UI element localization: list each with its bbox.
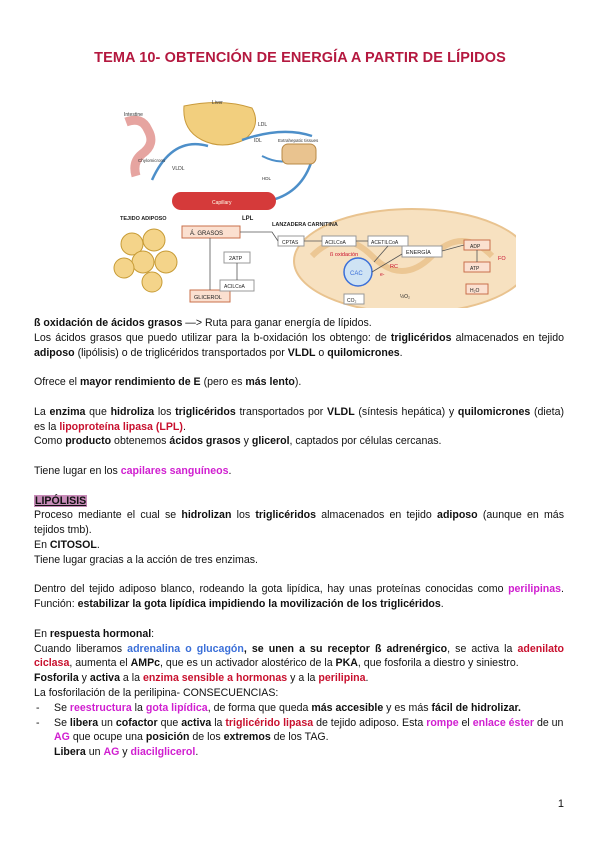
text-run: triglicérido lipasa bbox=[225, 716, 314, 729]
intestine-label: Intestine bbox=[124, 112, 143, 118]
text-run: adiposo bbox=[34, 346, 75, 359]
text-run: quilomicrones bbox=[457, 405, 531, 418]
text-run: . bbox=[228, 464, 232, 477]
text-run: almacenados en tejido bbox=[316, 509, 438, 522]
text-run: . bbox=[195, 746, 199, 759]
paragraph bbox=[34, 494, 564, 509]
text-run: . bbox=[96, 538, 100, 551]
text-run: (dieta) es la bbox=[34, 405, 565, 433]
text-run: que bbox=[85, 405, 111, 418]
text-run: Proceso mediante el cual se bbox=[34, 509, 182, 522]
text-run: que ocupe una bbox=[69, 731, 146, 744]
text-run: . bbox=[365, 672, 369, 685]
text-run: (aunque en más tejidos tmb). bbox=[34, 509, 564, 537]
text-run: Fosforila bbox=[34, 672, 79, 685]
text-run: ß oxidación de ácidos grasos bbox=[34, 317, 183, 329]
document-body bbox=[34, 316, 564, 760]
text-run: , captados por células cercanas. bbox=[289, 435, 442, 448]
text-run: diacilglicerol bbox=[130, 746, 196, 759]
text-run: AMPc bbox=[130, 657, 161, 670]
text-run: posición bbox=[145, 731, 190, 744]
paragraph bbox=[34, 671, 564, 686]
text-run: glicerol bbox=[251, 435, 290, 448]
text-run: lipoproteína lipasa (LPL) bbox=[59, 420, 183, 433]
document-title: TEMA 10- OBTENCIÓN DE ENERGÍA A PARTIR DE LÍPIDOS bbox=[94, 50, 506, 66]
text-run: Libera bbox=[54, 746, 86, 759]
text-run: almacenados en tejido bbox=[451, 331, 564, 344]
text-run: de los bbox=[189, 731, 224, 744]
list-item bbox=[34, 716, 564, 746]
text-run: adiposo bbox=[437, 509, 478, 522]
text-run: capilares sanguíneos bbox=[120, 464, 229, 477]
acidos-grasos-label: Á. GRASOS bbox=[190, 231, 224, 237]
text-run: los bbox=[231, 509, 256, 522]
text-run: (pero es bbox=[200, 376, 246, 389]
text-run: VLDL bbox=[287, 346, 316, 359]
list-item bbox=[34, 701, 564, 716]
co2-label: CO₂ bbox=[347, 298, 357, 304]
text-run: La bbox=[34, 405, 50, 418]
text-run: que bbox=[157, 716, 182, 729]
text-run: : bbox=[151, 627, 155, 640]
consequences-list bbox=[34, 701, 564, 745]
text-run: y bbox=[78, 672, 90, 685]
section-heading-lipolisis: LIPÓLISIS bbox=[35, 494, 87, 507]
text-run: triglicéridos bbox=[175, 405, 236, 418]
acilcoa-label: ACILCoA bbox=[325, 240, 346, 246]
text-run: o bbox=[315, 346, 328, 359]
text-run: los bbox=[154, 405, 176, 418]
text-run: , que fosforila a diestro y siniestro. bbox=[357, 657, 519, 670]
extrahepatic-label: Extrahepatic tissues bbox=[278, 138, 319, 143]
text-run: libera bbox=[69, 716, 99, 729]
paragraph: La fosforilación de la perilipina- CONSECUENCIAS: bbox=[34, 686, 279, 699]
intestine-shape bbox=[126, 120, 151, 176]
text-run: mayor rendimiento de E bbox=[79, 376, 201, 389]
text-run: hidrolizan bbox=[181, 509, 232, 522]
text-run: Se bbox=[54, 716, 70, 729]
text-run: (síntesis hepática) y bbox=[354, 405, 458, 418]
hdl-label: HDL bbox=[262, 176, 272, 181]
text-run: , aumenta el bbox=[69, 657, 131, 670]
text-run: de tejido adiposo. Esta bbox=[313, 716, 427, 729]
text-run: Cuando liberamos bbox=[34, 642, 128, 655]
text-run: quilomicrones bbox=[327, 346, 400, 359]
acilcoa-low-label: ACILCoA bbox=[224, 284, 245, 290]
atp-label: ATP bbox=[470, 266, 480, 272]
paragraph bbox=[34, 642, 564, 672]
extrahepatic-tissue-shape bbox=[282, 144, 316, 164]
text-run: adenilato ciclasa bbox=[34, 642, 564, 670]
text-run: fácil de hidrolizar. bbox=[431, 701, 521, 714]
text-run: enzima bbox=[49, 405, 86, 418]
fo-label: FO bbox=[498, 256, 506, 262]
tejido-adiposo-label: TEJIDO ADIPOSO bbox=[120, 216, 167, 222]
glicerol-label: GLICEROL bbox=[194, 295, 222, 301]
lpl-label: LPL bbox=[242, 216, 254, 222]
paragraph bbox=[34, 375, 564, 390]
text-run: perilipinas bbox=[508, 583, 562, 596]
text-run: un bbox=[85, 746, 104, 759]
text-run: En bbox=[34, 627, 50, 640]
paragraph bbox=[34, 508, 564, 538]
text-run: gota lipídica bbox=[145, 701, 208, 714]
text-run: , que es un activador alostérico de la bbox=[160, 657, 336, 670]
text-run: triglicéridos bbox=[255, 509, 317, 522]
text-run: —> Ruta para ganar energía de lípidos. bbox=[182, 317, 372, 329]
adipocytes bbox=[114, 229, 177, 292]
text-run: estabilizar la gota lipídica impidiendo la movilización de los triglicéridos bbox=[77, 598, 441, 611]
text-run: la bbox=[131, 701, 146, 714]
text-run: Los ácidos grasos que puedo utilizar para la b-oxidación los obtengo: de bbox=[34, 331, 391, 344]
text-run: . bbox=[399, 346, 403, 359]
text-run: un bbox=[98, 716, 116, 729]
text-run: la bbox=[211, 716, 226, 729]
text-run: Tiene lugar en los bbox=[34, 464, 121, 477]
capillary-label: Capillary bbox=[212, 200, 232, 206]
text-run: En bbox=[34, 538, 50, 551]
text-run: Ofrece el bbox=[34, 376, 80, 389]
text-run: CITOSOL bbox=[49, 538, 97, 551]
text-run: , de forma que queda bbox=[207, 701, 312, 714]
text-run: perilipina bbox=[318, 672, 366, 685]
text-run: , se activa la bbox=[447, 642, 518, 655]
text-run: , se unen a su bbox=[243, 642, 328, 655]
text-run: obtenemos bbox=[111, 435, 170, 448]
text-run: el bbox=[458, 716, 473, 729]
paragraph bbox=[34, 464, 564, 479]
text-run: y es más bbox=[383, 701, 432, 714]
text-run: y bbox=[240, 435, 252, 448]
text-run: de un bbox=[534, 716, 564, 729]
text-run: respuesta hormonal bbox=[49, 627, 152, 640]
text-run: . bbox=[440, 598, 444, 611]
text-run: cofactor bbox=[115, 716, 158, 729]
text-run: hidroliza bbox=[110, 405, 155, 418]
text-run: . bbox=[182, 420, 186, 433]
text-run: AG bbox=[54, 731, 70, 744]
text-run: receptor ß adrenérgico bbox=[327, 642, 448, 655]
text-run: . Función: bbox=[34, 583, 564, 611]
text-run: PKA bbox=[335, 657, 358, 670]
paragraph bbox=[34, 745, 564, 760]
text-run: transportados por bbox=[235, 405, 327, 418]
cac-label: CAC bbox=[350, 271, 363, 277]
paragraph bbox=[34, 316, 564, 331]
paragraph bbox=[34, 331, 564, 361]
b-oxidacion-label: ß oxidación bbox=[330, 252, 359, 258]
text-run: rompe bbox=[426, 716, 459, 729]
cptas-label: CPTAS bbox=[282, 240, 299, 246]
text-run: AG bbox=[103, 746, 120, 759]
rc-label: RC bbox=[390, 264, 398, 270]
h2o-label: H₂O bbox=[470, 288, 480, 294]
text-run: enzima sensible a hormonas bbox=[142, 672, 288, 685]
acetilcoa-label: ACETILCoA bbox=[371, 240, 399, 246]
text-run: activa bbox=[181, 716, 212, 729]
lipid-metabolism-figure bbox=[112, 96, 516, 308]
page-number: 1 bbox=[557, 798, 564, 810]
text-run: adrenalina o glucagón bbox=[127, 642, 244, 655]
vldl-label: VLDL bbox=[172, 166, 185, 172]
text-run: ácidos grasos bbox=[169, 435, 241, 448]
text-run: extremos bbox=[223, 731, 271, 744]
paragraph bbox=[34, 582, 564, 612]
text-run: Dentro del tejido adiposo blanco, rodeando la gota lipídica, hay unas proteínas conocidas como bbox=[34, 583, 509, 596]
text-run: Como bbox=[34, 435, 66, 448]
paragraph bbox=[34, 434, 564, 449]
liver-label: Liver bbox=[212, 100, 223, 106]
text-run: más accesible bbox=[311, 701, 384, 714]
text-run: enlace éster bbox=[472, 716, 534, 729]
electron-label: e- bbox=[380, 272, 385, 278]
text-run: (lipólisis) o de triglicéridos transportados por bbox=[74, 346, 288, 359]
text-run: más lento bbox=[245, 376, 295, 389]
paragraph bbox=[34, 405, 564, 435]
energia-label: ENERGÍA bbox=[406, 250, 431, 256]
text-run: y a la bbox=[287, 672, 319, 685]
text-run: ). bbox=[294, 376, 302, 389]
text-run: activa bbox=[89, 672, 120, 685]
ldl-label: LDL bbox=[258, 122, 268, 128]
idl-label: IDL bbox=[254, 138, 262, 144]
chylomicrons-label: Chylomicrons bbox=[138, 158, 166, 163]
paragraph bbox=[34, 627, 564, 642]
text-run: de los TAG. bbox=[270, 731, 329, 744]
adp-label: ADP bbox=[470, 244, 481, 250]
text-run: a la bbox=[119, 672, 143, 685]
paragraph: Tiene lugar gracias a la acción de tres enzimas. bbox=[34, 553, 258, 566]
text-run: triglicéridos bbox=[390, 331, 452, 344]
text-run: Se bbox=[54, 701, 70, 714]
text-run: y bbox=[119, 746, 131, 759]
paragraph bbox=[34, 538, 564, 553]
two-atp-label: 2ATP bbox=[229, 256, 243, 262]
half-o2-label: ½O₂ bbox=[400, 294, 410, 300]
text-run: reestructura bbox=[69, 701, 132, 714]
text-run: VLDL bbox=[327, 405, 355, 418]
lanzadera-label: LANZADERA CARNITINA bbox=[272, 222, 338, 228]
text-run: producto bbox=[65, 435, 112, 448]
